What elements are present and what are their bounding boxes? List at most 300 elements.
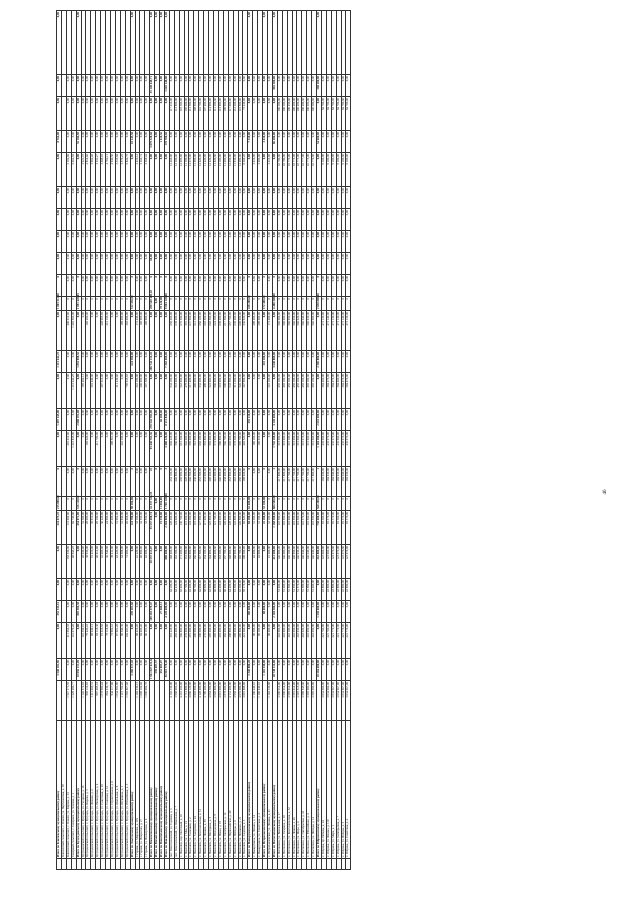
table-cell: 9 100,00 bbox=[336, 153, 341, 187]
row-name-cell: Итого по Мамонтовскому муниципальному району bbox=[150, 721, 155, 859]
table-cell: 3 878 400,00 bbox=[223, 681, 228, 721]
table-cell: 0,00 bbox=[253, 75, 258, 97]
table-cell: 0,00 bbox=[277, 253, 282, 275]
table-cell: 0,00 bbox=[81, 467, 86, 497]
table-cell: 292 400,00 bbox=[218, 623, 223, 659]
table-cell: 263 030,00 bbox=[297, 623, 302, 659]
table-cell: 110 500,00 bbox=[282, 511, 287, 545]
table-cell: 0,00 bbox=[66, 275, 71, 297]
table-cell: 42 200,00 bbox=[253, 545, 258, 579]
table-cell: 0,00 bbox=[248, 311, 253, 351]
table-cell: 0,00 bbox=[307, 231, 312, 253]
table-cell: 168 000,00 bbox=[228, 545, 233, 579]
table-cell: 0,00 bbox=[267, 351, 272, 373]
table-cell: 0,00 bbox=[174, 659, 179, 681]
table-cell: 0,00 bbox=[155, 497, 160, 511]
table-cell: 602 100,00 bbox=[199, 431, 204, 467]
table-cell: 534 100,00 bbox=[169, 373, 174, 409]
table-cell: 10 850 151,09 bbox=[76, 659, 81, 681]
table-cell: 0,00 bbox=[272, 373, 277, 409]
table-cell: 0,00 bbox=[145, 131, 150, 153]
table-cell: 384 460,00 bbox=[321, 373, 326, 409]
table-cell: 0 bbox=[277, 497, 282, 511]
table-cell: 0,00 bbox=[287, 253, 292, 275]
table-cell: 0,00 bbox=[169, 75, 174, 97]
table-cell: 61 500,00 bbox=[233, 579, 238, 601]
table-cell: 3 902,40 bbox=[91, 153, 96, 187]
table-cell: 0 bbox=[248, 275, 253, 297]
table-cell: 0 bbox=[258, 497, 263, 511]
table-cell: 292 400,00 bbox=[174, 623, 179, 659]
table-cell: 258 900,00 bbox=[179, 467, 184, 497]
table-cell: 0,00 bbox=[321, 351, 326, 373]
table-cell: 0,00 bbox=[204, 131, 209, 153]
table-cell: 217 700,00 bbox=[307, 467, 312, 497]
table-cell: 0,00 bbox=[258, 351, 263, 373]
table-cell: 0,00 bbox=[282, 253, 287, 275]
table-cell: 0,00 bbox=[302, 231, 307, 253]
table-cell: 595 700,00 bbox=[238, 431, 243, 467]
table-cell: 0,00 bbox=[336, 409, 341, 431]
row-name-cell: с. Павловск, ул. Ленина, д. 55 bbox=[204, 721, 209, 859]
table-cell: 0,00 bbox=[179, 75, 184, 97]
table-cell: 0,00 bbox=[125, 187, 130, 209]
table-cell: 0,00 bbox=[258, 253, 263, 275]
table-cell: 0,00 bbox=[110, 75, 115, 97]
table-cell: 157 700,00 bbox=[223, 545, 228, 579]
table-cell: 146 100,00 bbox=[287, 545, 292, 579]
table-cell: 0,00 bbox=[160, 75, 165, 97]
table-cell: 0 bbox=[179, 497, 184, 511]
table-cell: 4 131 200,00 bbox=[228, 681, 233, 721]
table-cell: 0,00 bbox=[155, 11, 160, 75]
table-cell: 0,00 bbox=[66, 97, 71, 131]
table-cell: 0,00 bbox=[91, 467, 96, 497]
table-cell: 400 010,00 bbox=[66, 311, 71, 351]
table-cell: 0,00 bbox=[258, 579, 263, 601]
table-cell: 1 102 330,00 bbox=[263, 659, 268, 681]
table-cell: 0,00 bbox=[346, 253, 351, 275]
table-cell: 0,00 bbox=[106, 187, 111, 209]
table-cell: 0,00 bbox=[214, 351, 219, 373]
table-cell: 0,00 bbox=[135, 601, 140, 623]
table-cell: 0 bbox=[169, 297, 174, 311]
table-cell: 0,00 bbox=[326, 187, 331, 209]
table-cell: 0,00 bbox=[164, 623, 169, 659]
row-name-cell: с. Поспелиха, ул. Гагарина, д. 10 bbox=[282, 721, 287, 859]
table-cell: 35 186,90 bbox=[76, 131, 81, 153]
table-cell: 0,00 bbox=[81, 601, 86, 623]
table-cell: 246 300,00 bbox=[189, 467, 194, 497]
table-cell: 0,00 bbox=[96, 97, 101, 131]
table-cell: 78 620,00 bbox=[159, 297, 164, 309]
table-cell: 0,00 bbox=[253, 275, 258, 297]
table-cell: 0,00 bbox=[160, 153, 165, 187]
table-cell: 0,00 bbox=[331, 351, 336, 373]
table-cell: 43 800,00 bbox=[336, 579, 341, 601]
table-cell: 300 000,00 bbox=[199, 623, 204, 659]
row-name-cell: с. Ребриха, ул. Советская, д. 4 bbox=[346, 721, 351, 859]
table-cell: 3 366,74 bbox=[140, 153, 145, 187]
table-cell: 0,00 bbox=[317, 209, 322, 231]
table-cell: 0,00 bbox=[155, 297, 160, 311]
table-cell: 0,00 bbox=[258, 659, 263, 681]
table-cell: 301 220,00 bbox=[169, 623, 174, 659]
table-cell: 0,00 bbox=[233, 187, 238, 209]
table-cell: 0,00 bbox=[57, 209, 62, 231]
table-cell: 3 034 067,00 bbox=[341, 681, 346, 721]
table-cell: 0 bbox=[199, 297, 204, 311]
table-cell: 0,00 bbox=[282, 601, 287, 623]
table-cell: 100 250,00 bbox=[287, 97, 292, 131]
table-cell: 0,00 bbox=[326, 351, 331, 373]
table-cell: 3 988 002,40 bbox=[174, 681, 179, 721]
table-cell: 0,00 bbox=[346, 209, 351, 231]
table-cell: 0,00 bbox=[120, 97, 125, 131]
table-cell: 0 bbox=[326, 297, 331, 311]
table-cell: 0 bbox=[253, 297, 258, 311]
table-cell: 0,00 bbox=[209, 659, 214, 681]
table-cell: 473 140,00 bbox=[341, 311, 346, 351]
table-cell: 560 020,00 bbox=[297, 311, 302, 351]
table-cell: 0,00 bbox=[96, 467, 101, 497]
table-cell: 0,00 bbox=[253, 351, 258, 373]
table-cell: 0,00 bbox=[292, 231, 297, 253]
table-cell: 0,00 bbox=[81, 97, 86, 131]
table-cell: 0,00 bbox=[209, 209, 214, 231]
table-cell: 9 100,00 bbox=[326, 153, 331, 187]
table-cell: 0,00 bbox=[336, 351, 341, 373]
table-cell: 221 260,00 bbox=[243, 623, 248, 659]
table-cell: 515 070,00 bbox=[302, 431, 307, 467]
table-cell: 0 bbox=[184, 497, 189, 511]
table-cell: 0,00 bbox=[120, 409, 125, 431]
table-cell: 1 215 642,25 bbox=[57, 351, 62, 373]
table-cell: 0,00 bbox=[267, 409, 272, 431]
table-cell: 3 595 000,00 bbox=[312, 681, 317, 721]
table-cell: 384 470,00 bbox=[346, 373, 351, 409]
table-cell: 0,00 bbox=[135, 97, 140, 131]
table-cell: 455 100,00 bbox=[297, 373, 302, 409]
table-cell: 0,00 bbox=[66, 131, 71, 153]
table-cell: 0,00 bbox=[169, 131, 174, 153]
table-cell: 301 440,00 bbox=[91, 373, 96, 409]
table-cell: 1 211 660,31 bbox=[91, 681, 96, 721]
table-cell: 455 100,00 bbox=[292, 373, 297, 409]
table-cell: 0,00 bbox=[341, 659, 346, 681]
table-cell: 0,00 bbox=[120, 659, 125, 681]
table-cell: 282 400,00 bbox=[223, 623, 228, 659]
table-cell: 0,00 bbox=[179, 601, 184, 623]
table-cell: 526 300,00 bbox=[238, 373, 243, 409]
table-cell: 0,00 bbox=[155, 623, 160, 659]
table-cell: 1 078 900,44 bbox=[101, 681, 106, 721]
table-cell: 515 060,00 bbox=[312, 431, 317, 467]
table-cell: 62 200,00 bbox=[189, 579, 194, 601]
table-cell: 0,00 bbox=[155, 187, 160, 209]
table-cell: 0,00 bbox=[267, 231, 272, 253]
table-cell: 0,00 bbox=[86, 409, 91, 431]
table-cell: 0,00 bbox=[326, 131, 331, 153]
table-cell: 0,00 bbox=[86, 187, 91, 209]
table-cell: 2 940,50 bbox=[110, 153, 115, 187]
table-cell: 0 bbox=[243, 497, 248, 511]
table-cell: 0,00 bbox=[341, 409, 346, 431]
table-cell: 0,00 bbox=[228, 351, 233, 373]
data-table bbox=[56, 10, 351, 870]
table-cell: 0,00 bbox=[248, 373, 253, 409]
table-cell: 128 200,00 bbox=[228, 511, 233, 545]
table-cell: 0,00 bbox=[292, 131, 297, 153]
table-cell: 0,00 bbox=[57, 311, 62, 351]
table-cell: 0,00 bbox=[321, 253, 326, 275]
table-cell: 0,00 bbox=[317, 623, 322, 659]
table-cell: 228 095,85 bbox=[101, 311, 106, 351]
table-cell: 0,00 bbox=[164, 97, 169, 131]
table-cell: 435 060,00 bbox=[321, 431, 326, 467]
row-name-cell: Кулундинский сельсовет, с. Кулунда, ул. Советская, д. 10 bbox=[101, 721, 106, 859]
table-cell: 246 800,00 bbox=[218, 467, 223, 497]
table-cell: 0,00 bbox=[155, 131, 160, 153]
table-cell: 210 100,00 bbox=[267, 373, 272, 409]
table-cell: 0,00 bbox=[169, 351, 174, 373]
table-cell: 0 bbox=[66, 497, 71, 511]
table-cell: 0,00 bbox=[101, 209, 106, 231]
table-cell: 0 bbox=[57, 467, 62, 497]
table-cell: 0,00 bbox=[130, 75, 135, 97]
table-cell: 0,00 bbox=[76, 187, 81, 209]
row-name-cell: с. Павловск, ул. Пушкина, д. 21 bbox=[238, 721, 243, 859]
table-cell: 0 bbox=[346, 297, 351, 311]
row-name-cell: с. Ребриха, ул. Победы, д. 3 bbox=[341, 721, 346, 859]
table-cell: 0,00 bbox=[81, 231, 86, 253]
table-cell: 0,00 bbox=[135, 409, 140, 431]
table-cell: 121 700,00 bbox=[214, 511, 219, 545]
table-cell: 0,00 bbox=[204, 253, 209, 275]
table-cell: 384 470,00 bbox=[341, 373, 346, 409]
table-cell: 0 bbox=[194, 497, 199, 511]
table-cell: 445 520,00 bbox=[243, 431, 248, 467]
table-cell: 0,00 bbox=[267, 467, 272, 497]
table-cell: 473 130,00 bbox=[331, 311, 336, 351]
table-cell: 221 760,00 bbox=[321, 623, 326, 659]
table-cell: 0,00 bbox=[267, 75, 272, 97]
table-cell: 84 740,00 bbox=[71, 511, 76, 545]
table-cell: 0 bbox=[209, 297, 214, 311]
table-cell: 3 410,00 bbox=[267, 153, 272, 187]
table-cell: 473 140,00 bbox=[326, 311, 331, 351]
table-cell: 9 360,20 bbox=[243, 153, 248, 187]
table-cell: 0,00 bbox=[263, 153, 268, 187]
table-cell: 0,00 bbox=[189, 75, 194, 97]
row-name-cell: с. Павловск, ул. Газовиков, д. 2 bbox=[189, 721, 194, 859]
table-cell: 0,00 bbox=[125, 75, 130, 97]
table-cell: 98 640,12 bbox=[91, 623, 96, 659]
table-cell: 0,00 bbox=[145, 601, 150, 623]
table-cell: 0 bbox=[86, 497, 91, 511]
table-cell: 4 210 450,00 bbox=[179, 681, 184, 721]
table-cell: 0 bbox=[218, 297, 223, 311]
table-cell: 0,00 bbox=[101, 467, 106, 497]
table-cell: 0,00 bbox=[115, 231, 120, 253]
table-cell: 3 590 014,00 bbox=[282, 681, 287, 721]
table-cell: 0,00 bbox=[66, 231, 71, 253]
table-cell: 0,00 bbox=[101, 75, 106, 97]
table-cell: 57 700,00 bbox=[184, 579, 189, 601]
table-cell: 280 000,00 bbox=[194, 623, 199, 659]
table-cell: 221 770,00 bbox=[341, 623, 346, 659]
table-cell: 11 590,00 bbox=[194, 153, 199, 187]
table-cell: 4 006 120,00 bbox=[189, 681, 194, 721]
table-cell: 1 091 445,85 bbox=[75, 293, 80, 309]
table-cell: 0,00 bbox=[307, 253, 312, 275]
table-cell: 0,00 bbox=[297, 131, 302, 153]
table-cell: 0,00 bbox=[204, 209, 209, 231]
table-cell: 0,00 bbox=[66, 351, 71, 373]
table-cell: 0,00 bbox=[135, 209, 140, 231]
table-cell: 0,00 bbox=[155, 75, 160, 97]
table-cell: 82 118,30 bbox=[96, 623, 101, 659]
table-cell: 296 800,00 bbox=[238, 623, 243, 659]
table-cell: 0,00 bbox=[233, 75, 238, 97]
table-cell: 0,00 bbox=[263, 311, 268, 351]
table-cell: 0,00 bbox=[101, 579, 106, 601]
table-cell: 90 100,00 bbox=[258, 623, 263, 659]
table-cell: 228 300,00 bbox=[184, 467, 189, 497]
table-cell: 0,00 bbox=[110, 467, 115, 497]
table-cell: 0,00 bbox=[174, 187, 179, 209]
table-cell: 0,00 bbox=[101, 659, 106, 681]
table-cell: 578 300,00 bbox=[233, 431, 238, 467]
table-cell: 384 470,00 bbox=[331, 373, 336, 409]
table-cell: 28 690,00 bbox=[86, 511, 91, 545]
table-cell: 146 040,00 bbox=[302, 545, 307, 579]
table-cell: 0 bbox=[120, 297, 125, 311]
table-cell: 0,00 bbox=[164, 209, 169, 231]
table-cell: 0,00 bbox=[253, 467, 258, 497]
table-cell: 0,00 bbox=[248, 545, 253, 579]
row-name-cell: с. Ребриха, ул. Мира, д. 1 bbox=[331, 721, 336, 859]
table-cell: 2 bbox=[272, 467, 277, 497]
table-cell: 3 570,25 bbox=[120, 153, 125, 187]
table-cell: 120 400,00 bbox=[223, 511, 228, 545]
table-cell: 239 487,37 bbox=[155, 659, 160, 681]
table-cell: 9 100,00 bbox=[321, 153, 326, 187]
table-cell: 0,00 bbox=[228, 131, 233, 153]
row-name-cell: с. Павловск, ул. Октябрьская, д. 12 bbox=[223, 721, 228, 859]
table-cell: 455 100,00 bbox=[307, 373, 312, 409]
table-cell: 0,00 bbox=[110, 187, 115, 209]
table-cell: 0,00 bbox=[150, 97, 155, 131]
table-cell: 0,00 bbox=[110, 97, 115, 131]
table-cell: 0,00 bbox=[277, 601, 282, 623]
table-cell: 0,00 bbox=[267, 187, 272, 209]
row-name-cell: пос. Комсомольский, ул. Школьная, д. 7 bbox=[174, 721, 179, 859]
table-cell: 0,00 bbox=[155, 311, 160, 351]
table-cell: 0,00 bbox=[164, 373, 169, 409]
row-name-cell: с. Павловск, ул. Новая, д. 18 bbox=[218, 721, 223, 859]
table-cell: 45 630,00 bbox=[81, 545, 86, 579]
table-cell: 110 350,01 bbox=[81, 623, 86, 659]
table-cell: 0,00 bbox=[160, 373, 165, 409]
table-cell: 0,00 bbox=[272, 209, 277, 231]
table-cell: 311 230,60 bbox=[115, 373, 120, 409]
table-cell: 0,00 bbox=[312, 209, 317, 231]
table-cell: 0,00 bbox=[272, 623, 277, 659]
table-cell: 7 302 400,00 bbox=[164, 351, 169, 373]
table-cell: 0,00 bbox=[110, 601, 115, 623]
row-name-cell: Северный сельсовет, с. Северное, ул. Зеленая, д. 1 bbox=[71, 721, 76, 859]
table-cell: 0 bbox=[155, 275, 160, 297]
table-cell: 0,00 bbox=[272, 97, 277, 131]
table-cell: 262 800,00 bbox=[317, 545, 322, 579]
table-cell: 0,00 bbox=[140, 467, 145, 497]
table-cell: 116 700,00 bbox=[199, 97, 204, 131]
table-cell: 0,00 bbox=[218, 601, 223, 623]
table-cell: 0,00 bbox=[101, 97, 106, 131]
table-cell: 12 420,00 bbox=[199, 153, 204, 187]
table-cell: 0,00 bbox=[155, 579, 160, 601]
table-cell: 0,00 bbox=[331, 253, 336, 275]
table-cell: 455 100,00 bbox=[302, 373, 307, 409]
table-cell: 253 300,00 bbox=[199, 467, 204, 497]
table-cell: 93 370,00 bbox=[341, 511, 346, 545]
table-cell: 0,00 bbox=[253, 373, 258, 409]
table-cell: 0,00 bbox=[115, 187, 120, 209]
table-cell: 211 054,35 bbox=[66, 623, 71, 659]
table-cell: 0,00 bbox=[302, 275, 307, 297]
row-name-cell: Итого по Кулундинскому муниципальному району bbox=[76, 721, 81, 859]
table-cell: 0,00 bbox=[326, 253, 331, 275]
table-cell: 60 900,00 bbox=[214, 579, 219, 601]
table-cell: 0,00 bbox=[115, 97, 120, 131]
table-cell: 29 180,00 bbox=[96, 511, 101, 545]
table-cell: 0,00 bbox=[292, 209, 297, 231]
table-cell: 0,00 bbox=[228, 601, 233, 623]
table-cell: 905 110,65 bbox=[86, 681, 91, 721]
table-cell: 0,00 bbox=[189, 209, 194, 231]
table-cell: 0,00 bbox=[115, 351, 120, 373]
table-cell: 0,00 bbox=[277, 659, 282, 681]
table-cell: 68 945,25 bbox=[71, 545, 76, 579]
table-cell: 639 200,00 bbox=[174, 311, 179, 351]
table-cell: 0,00 bbox=[272, 11, 277, 75]
table-cell: 0,00 bbox=[272, 231, 277, 253]
table-cell: 560 040,00 bbox=[302, 311, 307, 351]
table-cell: 0,00 bbox=[71, 187, 76, 209]
table-cell: 0,00 bbox=[238, 601, 243, 623]
table-cell: 0,00 bbox=[346, 231, 351, 253]
table-cell: 35 910,00 bbox=[91, 511, 96, 545]
table-cell: 0,00 bbox=[66, 75, 71, 97]
table-cell: 473 130,00 bbox=[321, 311, 326, 351]
table-cell: 246 800,00 bbox=[174, 467, 179, 497]
table-cell: 0 bbox=[321, 297, 326, 311]
table-cell: 45 668,00 bbox=[125, 511, 130, 545]
table-cell: 0,00 bbox=[150, 187, 155, 209]
table-cell: 0,00 bbox=[71, 409, 76, 431]
table-cell: 0,00 bbox=[155, 97, 160, 131]
table-cell: 0,00 bbox=[76, 431, 81, 467]
table-cell: 254 100,00 bbox=[169, 467, 174, 497]
table-cell: 0,00 bbox=[120, 187, 125, 209]
table-cell: 0 bbox=[321, 497, 326, 511]
table-cell: 167 500,00 bbox=[199, 545, 204, 579]
table-cell: 0,00 bbox=[86, 373, 91, 409]
row-name-cell: с. Павловск, пер. Почтовый, д. 10 bbox=[179, 721, 184, 859]
table-cell: 0,00 bbox=[96, 579, 101, 601]
table-cell: 0 bbox=[228, 297, 233, 311]
